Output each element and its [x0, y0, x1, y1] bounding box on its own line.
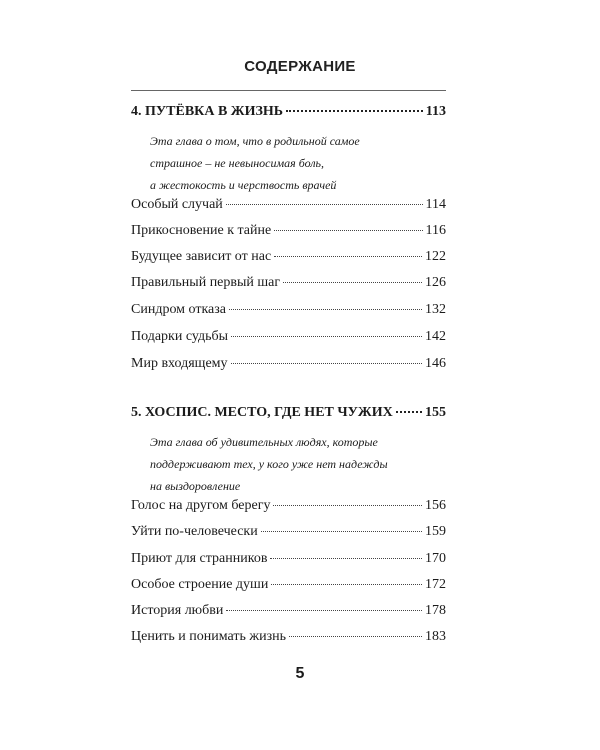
chapter-page: 113 — [425, 104, 446, 119]
toc-entry[interactable] — [131, 523, 446, 540]
toc-entry[interactable] — [131, 628, 446, 645]
chapter-description — [150, 130, 440, 196]
header-divider — [131, 90, 446, 91]
toc-chapter[interactable] — [131, 404, 446, 421]
entry-page: 178 — [425, 603, 446, 618]
toc-entry[interactable] — [131, 355, 446, 372]
dot-leader — [231, 363, 422, 364]
dot-leader — [231, 336, 422, 337]
entry-title: Прикосновение к тайне — [131, 223, 272, 238]
entry-title: Правильный первый шаг — [131, 275, 281, 290]
entry-page: 170 — [425, 551, 446, 566]
entry-title: Голос на другом берегу — [131, 498, 271, 513]
entry-page: 132 — [425, 302, 446, 317]
dot-leader — [226, 204, 423, 205]
description-line: а жестокость и черствость врачей — [150, 178, 337, 192]
entry-title: Особое строение души — [131, 577, 269, 592]
toc-chapter[interactable] — [131, 103, 446, 120]
page-title: СОДЕРЖАНИЕ — [244, 58, 356, 75]
dot-leader — [286, 110, 423, 112]
page-number: 5 — [295, 665, 305, 682]
dot-leader — [226, 610, 422, 611]
entry-page: 116 — [425, 223, 446, 238]
entry-page: 122 — [425, 249, 446, 264]
dot-leader — [289, 636, 422, 637]
dot-leader — [261, 531, 422, 532]
description-line: Эта глава о том, что в родильной самое — [150, 134, 360, 148]
entry-page: 183 — [425, 629, 446, 644]
entry-title: Приют для странников — [131, 551, 268, 566]
toc-entry[interactable] — [131, 550, 446, 567]
dot-leader — [283, 282, 422, 283]
description-line: поддерживают тех, у кого уже нет надежды — [150, 457, 388, 471]
dot-leader — [274, 230, 422, 231]
entry-title: Подарки судьбы — [131, 329, 229, 344]
entry-title: Будущее зависит от нас — [131, 249, 272, 264]
chapter-description — [150, 431, 440, 497]
dot-leader — [270, 558, 422, 559]
description-line: на выздоровление — [150, 479, 241, 493]
entry-page: 172 — [425, 577, 446, 592]
dot-leader — [274, 256, 422, 257]
toc-entry[interactable] — [131, 602, 446, 619]
dot-leader — [271, 584, 422, 585]
toc-entry[interactable] — [131, 301, 446, 318]
toc-entry[interactable] — [131, 248, 446, 265]
toc-entry[interactable] — [131, 328, 446, 345]
entry-page: 142 — [425, 329, 446, 344]
toc-entry[interactable] — [131, 497, 446, 514]
toc-entry[interactable] — [131, 274, 446, 291]
entry-page: 114 — [425, 197, 446, 212]
entry-title: Синдром отказа — [131, 302, 227, 317]
description-line: страшное – не невыносимая боль, — [150, 156, 325, 170]
entry-title: История любви — [131, 603, 224, 618]
description-line: Эта глава об удивительных людях, которые — [150, 435, 378, 449]
toc-entry[interactable] — [131, 576, 446, 593]
toc-entry[interactable] — [131, 196, 446, 213]
entry-title: Уйти по-человечески — [131, 524, 258, 539]
toc-entry[interactable] — [131, 222, 446, 239]
dot-leader — [396, 411, 422, 413]
dot-leader — [229, 309, 422, 310]
chapter-title: 5. ХОСПИС. МЕСТО, ГДЕ НЕТ ЧУЖИХ — [131, 405, 393, 420]
chapter-title: 4. ПУТЁВКА В ЖИЗНЬ — [131, 104, 284, 119]
entry-title: Особый случай — [131, 197, 223, 212]
entry-page: 156 — [425, 498, 446, 513]
entry-page: 146 — [425, 356, 446, 371]
entry-page: 126 — [425, 275, 446, 290]
dot-leader — [273, 505, 422, 506]
entry-page: 159 — [425, 524, 446, 539]
chapter-page: 155 — [425, 405, 446, 420]
entry-title: Ценить и понимать жизнь — [131, 629, 286, 644]
entry-title: Мир входящему — [131, 356, 228, 371]
